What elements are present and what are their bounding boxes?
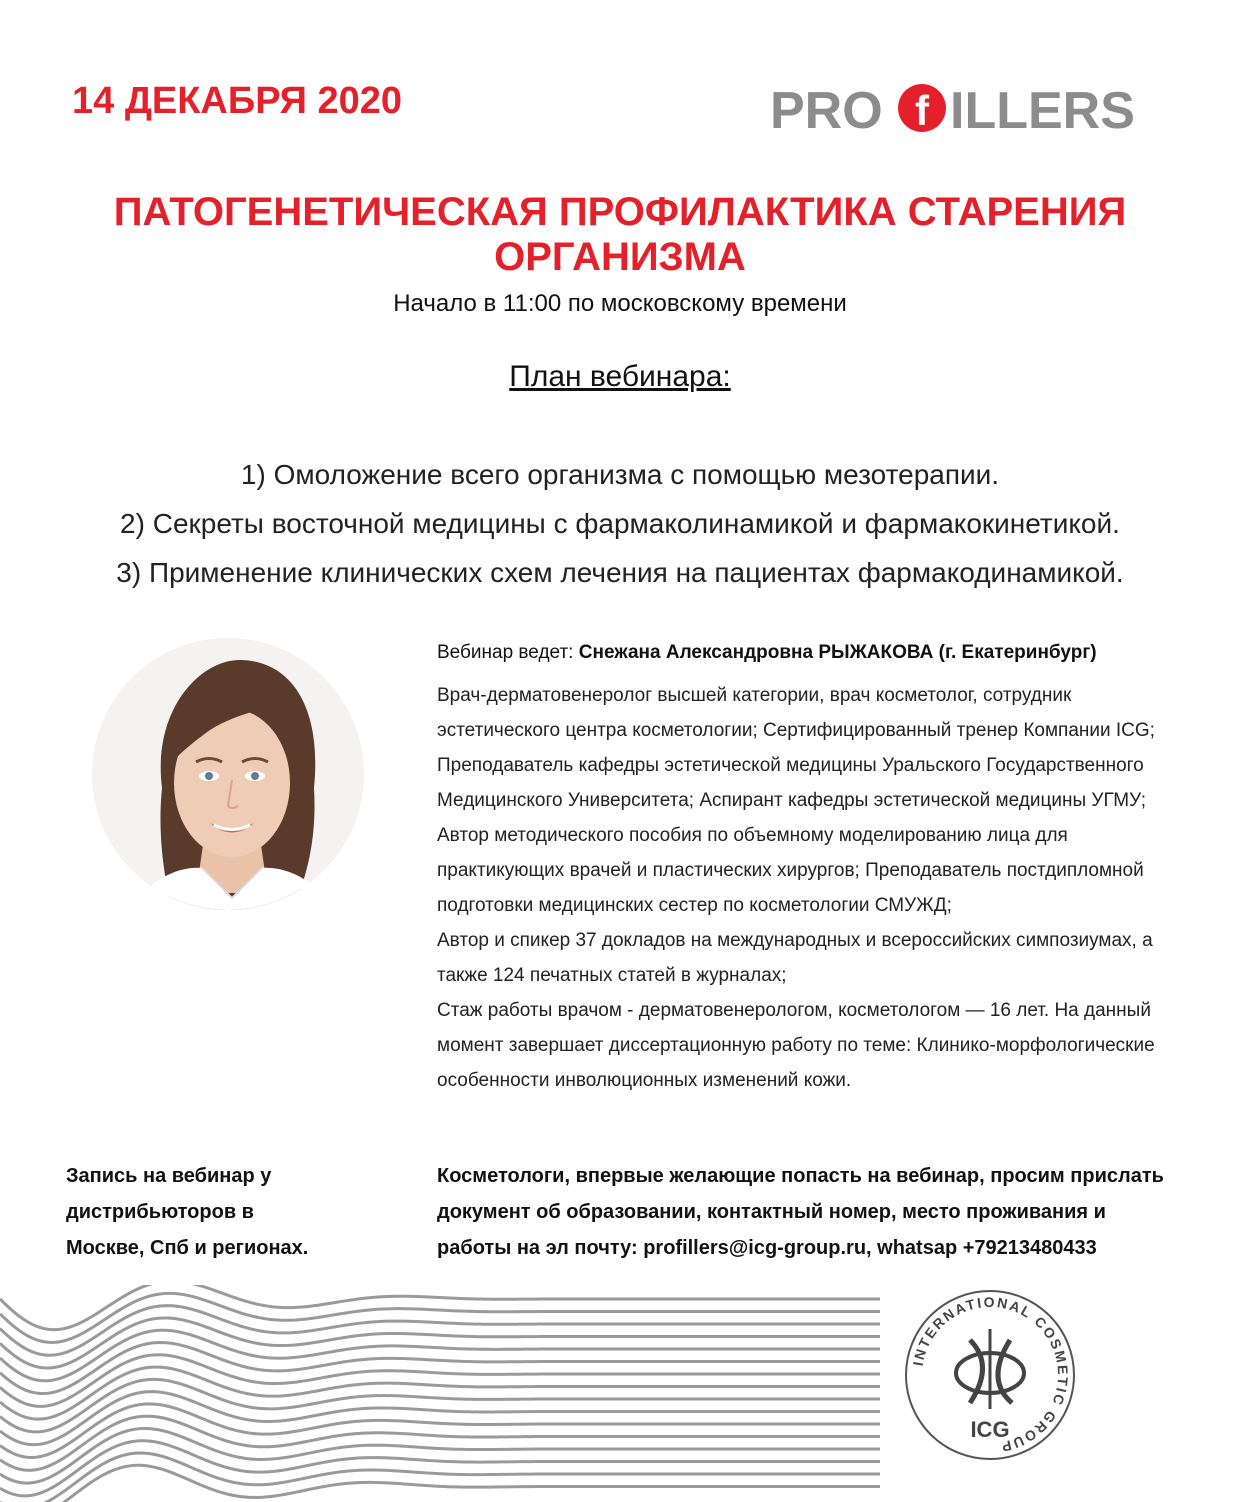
signup-note bbox=[66, 1158, 366, 1266]
decorative-waves bbox=[0, 1285, 880, 1502]
contact-line: Косметологи, впервые желающие попасть на вебинар, просим прислать bbox=[437, 1165, 1164, 1187]
signup-line: Москве, Спб и регионах. bbox=[66, 1237, 309, 1259]
bio-line: Медицинского Университета; Аспирант кафедры эстетической медицины УГМУ; bbox=[437, 790, 1147, 811]
icg-logo bbox=[900, 1285, 1080, 1465]
plan-item: 2) Секреты восточной медицины с фармаколинамикой и фармакокинетикой. bbox=[120, 508, 1120, 539]
svg-text:f: f bbox=[915, 87, 929, 134]
bio-line: эстетического центра косметологии; Сертифицированный тренер Компании ICG; bbox=[437, 720, 1155, 741]
contact-note bbox=[437, 1158, 1197, 1266]
bio-line: Стаж работы врачом - дерматовенерологом, косметологом — 16 лет. На данный bbox=[437, 1000, 1151, 1021]
bio-line: подготовки медицинских сестер по косметологии СМУЖД; bbox=[437, 895, 952, 916]
profillers-logo bbox=[770, 78, 1182, 138]
svg-text:ICG: ICG bbox=[970, 1417, 1010, 1442]
bio-line: момент завершает диссертационную работу по теме: Клинико-морфологические bbox=[437, 1035, 1155, 1056]
plan-heading: План вебинара: bbox=[509, 360, 731, 393]
plan-list bbox=[0, 450, 1240, 597]
plan-item: 3) Применение клинических схем лечения на пациентах фармакодинамикой. bbox=[116, 557, 1124, 588]
bio-line: Автор и спикер 37 докладов на международных и всероссийских симпозиумах, а bbox=[437, 930, 1153, 951]
svg-text:PRO: PRO bbox=[770, 82, 883, 138]
wave-line bbox=[0, 1465, 880, 1502]
plan-item: 1) Омоложение всего организма с помощью мезотерапии. bbox=[240, 459, 1000, 490]
bio-line: Преподаватель кафедры эстетической медицины Уральского Государственного bbox=[437, 755, 1144, 776]
bio-line: Автор методического пособия по объемному моделированию лица для bbox=[437, 825, 1068, 846]
event-date: 14 ДЕКАБРЯ 2020 bbox=[72, 80, 402, 122]
presenter-line bbox=[437, 642, 1177, 664]
bio-line: практикующих врачей и пластических хирургов; Преподаватель постдипломной bbox=[437, 860, 1144, 881]
svg-text:ILLERS: ILLERS bbox=[950, 82, 1135, 138]
start-time: Начало в 11:00 по московскому времени bbox=[393, 290, 847, 317]
contact-line: работы на эл почту: profillers@icg-group.ru, whatsap +79213480433 bbox=[437, 1237, 1097, 1259]
contact-line: документ об образовании, контактный номер, место проживания и bbox=[437, 1201, 1106, 1223]
presenter-label: Вебинар ведет: bbox=[437, 642, 579, 663]
bio-line: Врач-дерматовенеролог высшей категории, врач косметолог, сотрудник bbox=[437, 685, 1072, 706]
presenter-photo bbox=[92, 638, 364, 910]
presenter-bio bbox=[437, 678, 1157, 1098]
svg-text:INTERNATIONAL COSMETIC GROUP: INTERNATIONAL COSMETIC GROUP bbox=[909, 1293, 1072, 1456]
presenter-name: Снежана Александровна РЫЖАКОВА (г. Екатеринбург) bbox=[578, 642, 1097, 663]
signup-line: Запись на вебинар у bbox=[66, 1165, 272, 1187]
bio-line: также 124 печатных статей в журналах; bbox=[437, 965, 787, 986]
signup-line: дистрибьюторов в bbox=[66, 1201, 254, 1223]
event-title: ПАТОГЕНЕТИЧЕСКАЯ ПРОФИЛАКТИКА СТАРЕНИЯ ОРГАНИЗМА bbox=[113, 190, 1127, 279]
bio-line: особенности инволюционных изменений кожи. bbox=[437, 1070, 852, 1091]
